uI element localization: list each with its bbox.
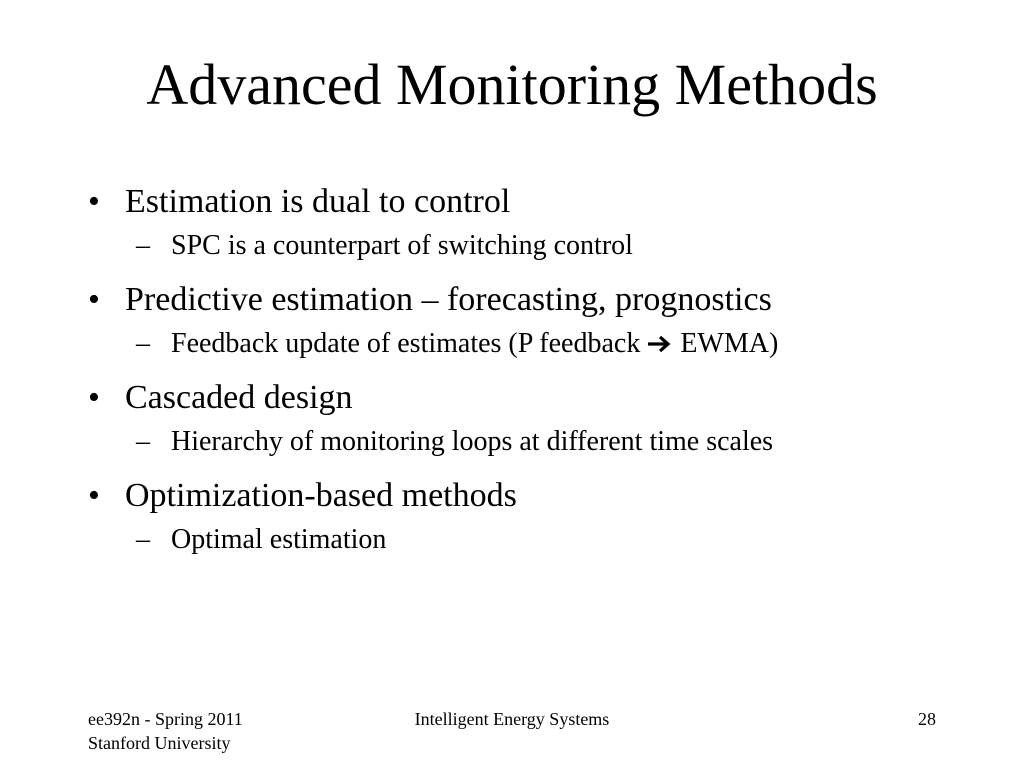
sub-item-optimal-estimation xyxy=(88,520,988,560)
sub-item-text-after-arrow: EWMA) xyxy=(673,328,779,359)
dash-glyph: – xyxy=(136,328,150,359)
bullet-item-estimation-dual xyxy=(88,178,988,226)
bullet-text: Cascaded design xyxy=(125,379,353,416)
sub-item-text: Hierarchy of monitoring loops at different time scales xyxy=(171,426,774,457)
sub-item-text: Optimal estimation xyxy=(171,524,387,555)
bullet-glyph: • xyxy=(88,183,100,220)
bullet-text: Optimization-based methods xyxy=(125,477,517,514)
right-arrow-icon xyxy=(647,324,673,364)
sub-item-text: SPC is a counterpart of switching control xyxy=(171,230,633,261)
bullet-glyph: • xyxy=(88,379,100,416)
sub-item-text-before-arrow: Feedback update of estimates (P feedback xyxy=(171,328,648,359)
footer-course-title: Intelligent Energy Systems xyxy=(414,709,610,729)
dash-glyph: – xyxy=(136,426,150,457)
footer-university-line: Stanford University xyxy=(88,733,231,753)
sub-item-hierarchy xyxy=(88,422,988,462)
sub-item-feedback-update xyxy=(88,324,988,364)
bullet-text: Estimation is dual to control xyxy=(125,183,511,220)
footer-course-line: ee392n - Spring 2011 xyxy=(88,709,243,729)
bullet-glyph: • xyxy=(88,281,100,318)
sub-item-spc xyxy=(88,226,988,266)
dash-glyph: – xyxy=(136,230,150,261)
right-arrow-icon-svg xyxy=(647,335,673,353)
bullet-list xyxy=(88,178,988,560)
page-number: 28 xyxy=(918,709,936,729)
dash-glyph: – xyxy=(136,524,150,555)
bullet-text: Predictive estimation – forecasting, prognostics xyxy=(125,281,772,318)
bullet-item-cascaded-design xyxy=(88,374,988,422)
bullet-item-predictive-estimation xyxy=(88,276,988,324)
bullet-glyph: • xyxy=(88,477,100,514)
bullet-item-optimization-based xyxy=(88,472,988,520)
slide-title: Advanced Monitoring Methods xyxy=(146,52,878,117)
